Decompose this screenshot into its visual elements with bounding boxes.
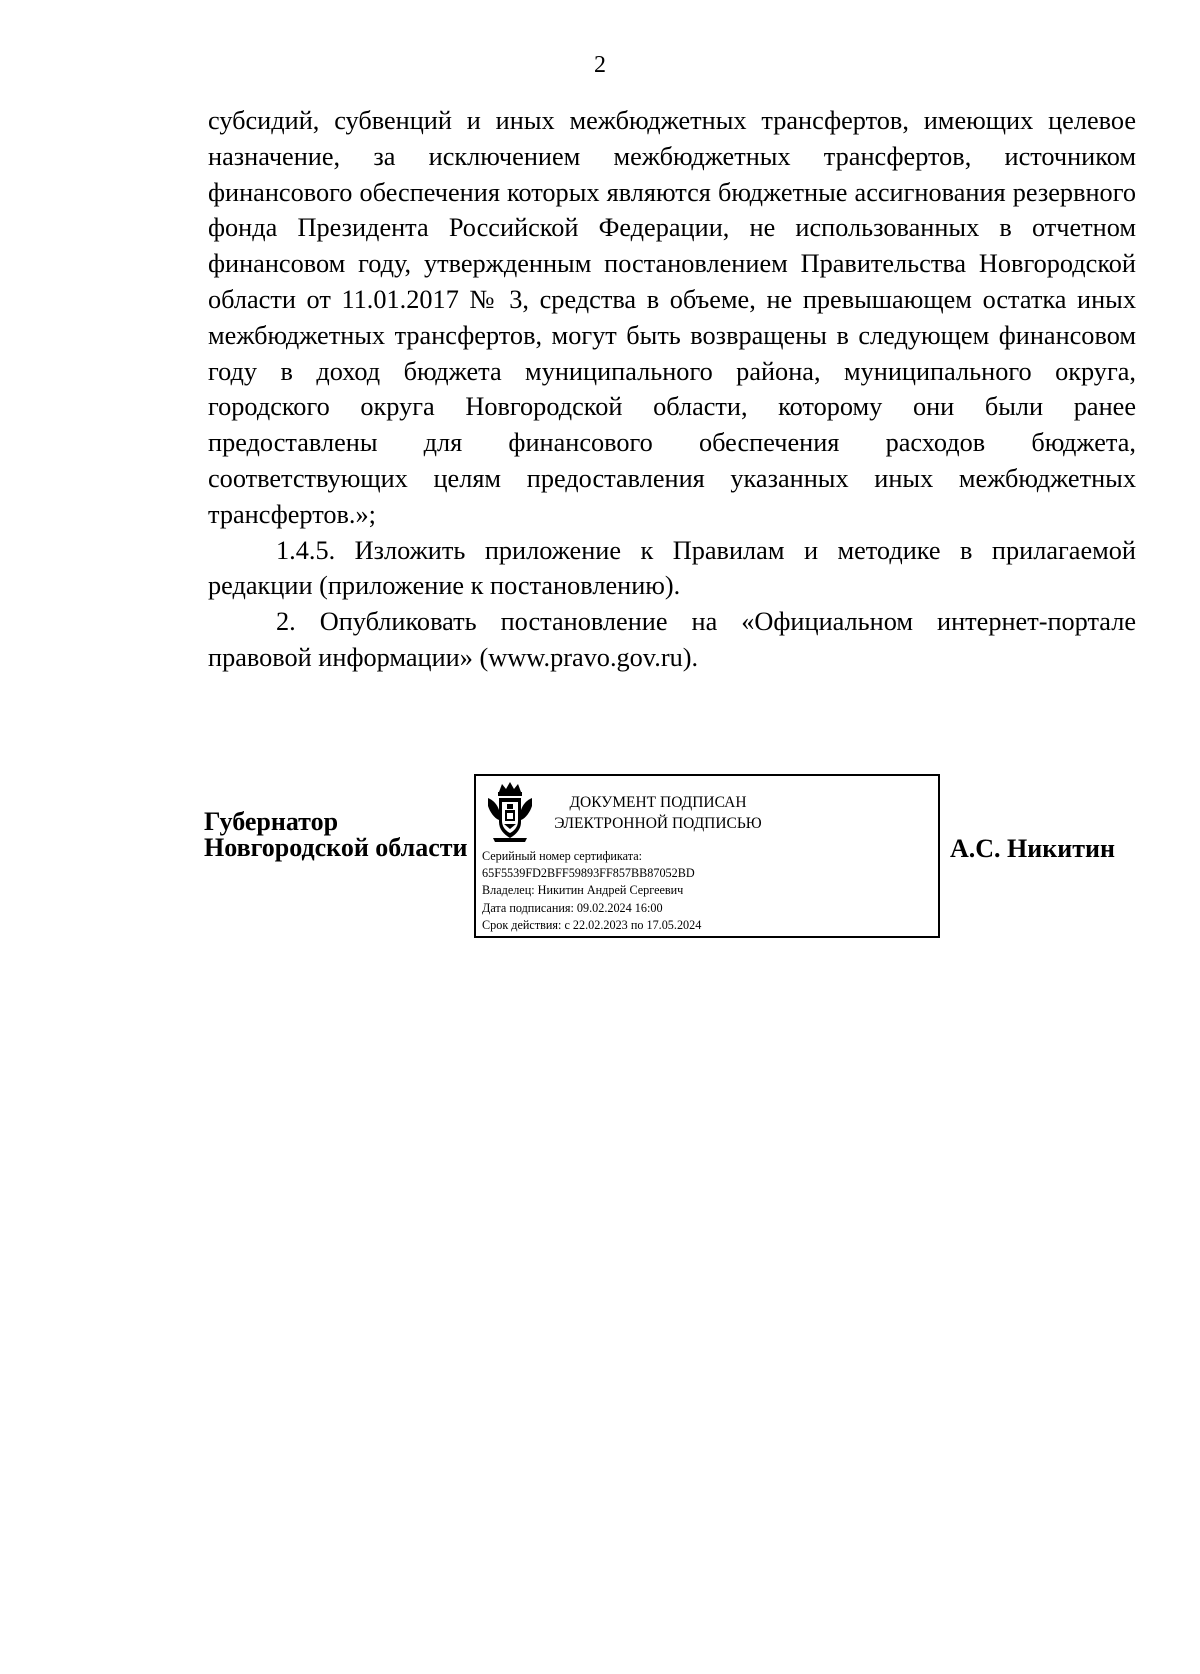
- certificate-serial-value: 65F5539FD2BFF59893FF857BB87052BD: [482, 866, 695, 881]
- electronic-signature-stamp: [474, 774, 940, 938]
- page-number: 2: [594, 52, 606, 78]
- coat-of-arms-icon: [485, 780, 535, 844]
- certificate-serial-label: Серийный номер сертификата:: [482, 849, 643, 863]
- certificate-validity: Срок действия: с 22.02.2023 по 17.05.2024: [482, 917, 702, 932]
- stamp-heading-line1: ДОКУМЕНТ ПОДПИСАН: [569, 794, 747, 811]
- certificate-owner: Владелец: Никитин Андрей Сергеевич: [482, 883, 684, 898]
- paragraph-item-2: 2. Опубликовать постановление на «Официальном интернет-портале правовой информации» (www.pravo.gov.ru).: [208, 607, 1136, 672]
- signatory-title: Губернатор: [204, 807, 339, 836]
- document-body: [208, 103, 1136, 676]
- stamp-heading-line2: ЭЛЕКТРОННОЙ ПОДПИСЬЮ: [554, 815, 762, 832]
- signatory-region: Новгородской области: [204, 833, 468, 862]
- paragraph-item-1-4-5: 1.4.5. Изложить приложение к Правилам и методике в прилагаемой редакции (приложение к постановлению).: [208, 535, 1136, 601]
- signing-date: Дата подписания: 09.02.2024 16:00: [482, 900, 663, 915]
- signatory-position: [204, 809, 468, 861]
- signatory-name: А.С. Никитин: [950, 834, 1115, 863]
- certificate-details: [482, 848, 701, 934]
- paragraph-continuation: субсидий, субвенций и иных межбюджетных трансфертов, имеющих целевое назначение, за исключением межбюджетных трансфертов, источником финансового обеспечения которых являются бюджетные ассигнования резервного фонда Президента Российской Федерации, не использованных в отчетном финансовом году, утвержденным постановлением Правительства Новгородской области от 11.01.2017 № 3, средства в объеме, не превышающем остатка иных межбюджетных трансфертов, могут быть возвращены в следующем финансовом году в доход бюджета муниципального района, муниципального округа, городского округа Новгородской области, которому они были ранее предоставлены для финансового обеспечения расходов бюджета, соответствующих целям предоставления указанных иных межбюджетных трансфертов.»;: [208, 106, 1136, 529]
- stamp-heading: [552, 792, 764, 834]
